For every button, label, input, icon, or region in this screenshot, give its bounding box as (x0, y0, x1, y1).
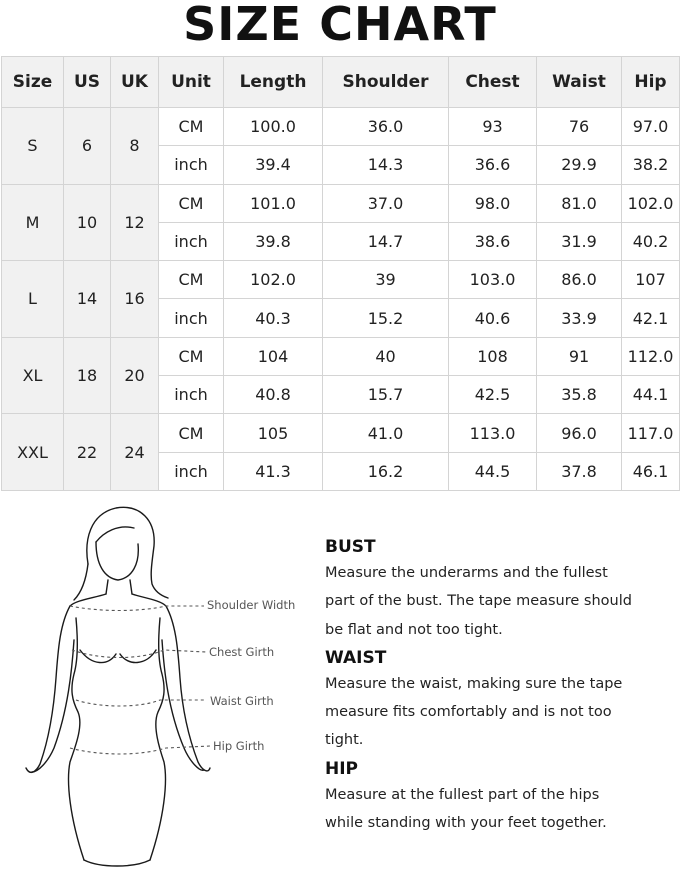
table-row (2, 337, 680, 375)
chest-cell: 108 (449, 337, 537, 375)
table-row (2, 414, 680, 452)
length-cell: 39.8 (224, 222, 323, 260)
length-cell: 102.0 (224, 261, 323, 299)
shoulder-cell: 41.0 (323, 414, 449, 452)
header-waist: Waist (537, 57, 622, 108)
body-figure (0, 500, 320, 873)
header-unit: Unit (159, 57, 224, 108)
header-uk: UK (111, 57, 159, 108)
hip-heading: HIP (325, 758, 359, 779)
shoulder-cell: 37.0 (323, 184, 449, 222)
length-cell: 39.4 (224, 146, 323, 184)
unit-cell: inch (159, 376, 224, 414)
shoulder-cell: 15.7 (323, 376, 449, 414)
body-outline-illustration (0, 500, 320, 873)
waist-cell: 81.0 (537, 184, 622, 222)
length-cell: 101.0 (224, 184, 323, 222)
length-cell: 40.8 (224, 376, 323, 414)
waist-text (325, 670, 670, 755)
shoulder-cell: 14.7 (323, 222, 449, 260)
chest-cell: 103.0 (449, 261, 537, 299)
table-row (2, 184, 680, 222)
hip-cell: 117.0 (622, 414, 680, 452)
waist-cell: 76 (537, 108, 622, 146)
chest-cell: 42.5 (449, 376, 537, 414)
hip-cell: 112.0 (622, 337, 680, 375)
unit-cell: CM (159, 184, 224, 222)
chest-cell: 98.0 (449, 184, 537, 222)
chest-cell: 36.6 (449, 146, 537, 184)
shoulder-cell: 16.2 (323, 452, 449, 490)
waist-cell: 91 (537, 337, 622, 375)
header-shoulder: Shoulder (323, 57, 449, 108)
waist-line: Measure the waist, making sure the tape (325, 675, 623, 692)
header-us: US (64, 57, 111, 108)
header-hip: Hip (622, 57, 680, 108)
hip-cell: 44.1 (622, 376, 680, 414)
unit-cell: CM (159, 414, 224, 452)
us-cell: 18 (64, 337, 111, 414)
bust-line: Measure the underarms and the fullest (325, 565, 608, 581)
waist-girth-label: Waist Girth (210, 694, 274, 708)
table-row (2, 261, 680, 299)
uk-cell: 8 (111, 108, 159, 185)
length-cell: 100.0 (224, 108, 323, 146)
unit-cell: CM (159, 337, 224, 375)
chest-cell: 93 (449, 108, 537, 146)
header-length: Length (224, 57, 323, 108)
size-cell: XL (2, 337, 64, 414)
bust-line: be flat and not too tight. (325, 621, 503, 638)
hip-cell: 38.2 (622, 146, 680, 184)
hip-cell: 102.0 (622, 184, 680, 222)
waist-heading: WAIST (325, 647, 387, 668)
bust-line: part of the bust. The tape measure should (325, 593, 632, 610)
waist-cell: 86.0 (537, 261, 622, 299)
chest-girth-label: Chest Girth (209, 645, 275, 659)
us-cell: 6 (64, 108, 111, 185)
shoulder-cell: 14.3 (323, 146, 449, 184)
us-cell: 14 (64, 261, 111, 338)
waist-cell: 96.0 (537, 414, 622, 452)
length-cell: 40.3 (224, 299, 323, 337)
chest-cell: 40.6 (449, 299, 537, 337)
shoulder-cell: 39 (323, 261, 449, 299)
uk-cell: 20 (111, 337, 159, 414)
hip-text (325, 781, 670, 838)
uk-cell: 16 (111, 261, 159, 338)
unit-cell: CM (159, 261, 224, 299)
shoulder-cell: 36.0 (323, 108, 449, 146)
size-cell: S (2, 108, 64, 185)
waist-cell: 31.9 (537, 222, 622, 260)
header-chest: Chest (449, 57, 537, 108)
waist-cell: 29.9 (537, 146, 622, 184)
length-cell: 105 (224, 414, 323, 452)
measurement-guide (325, 535, 670, 839)
length-cell: 41.3 (224, 452, 323, 490)
chest-cell: 44.5 (449, 452, 537, 490)
hip-girth-label: Hip Girth (213, 739, 265, 753)
unit-cell: inch (159, 299, 224, 337)
shoulder-cell: 40 (323, 337, 449, 375)
hip-cell: 40.2 (622, 222, 680, 260)
size-cell: L (2, 261, 64, 338)
waist-cell: 37.8 (537, 452, 622, 490)
chest-cell: 113.0 (449, 414, 537, 452)
waist-line: measure fits comfortably and is not too (325, 704, 612, 721)
size-cell: M (2, 184, 64, 261)
unit-cell: CM (159, 108, 224, 146)
size-table (1, 56, 680, 491)
hip-cell: 97.0 (622, 108, 680, 146)
us-cell: 22 (64, 414, 111, 491)
size-cell: XXL (2, 414, 64, 491)
hip-cell: 42.1 (622, 299, 680, 337)
uk-cell: 24 (111, 414, 159, 491)
hip-cell: 107 (622, 261, 680, 299)
waist-cell: 33.9 (537, 299, 622, 337)
table-row (2, 108, 680, 146)
hip-cell: 46.1 (622, 452, 680, 490)
waist-cell: 35.8 (537, 376, 622, 414)
waist-line: tight. (325, 732, 364, 749)
length-cell: 104 (224, 337, 323, 375)
unit-cell: inch (159, 452, 224, 490)
header-size: Size (2, 57, 64, 108)
hip-line: while standing with your feet together. (325, 815, 607, 832)
hip-line: Measure at the fullest part of the hips (325, 786, 600, 803)
bust-heading: BUST (325, 537, 376, 557)
page-title: SIZE CHART (183, 0, 497, 51)
us-cell: 10 (64, 184, 111, 261)
bust-text (325, 559, 670, 644)
uk-cell: 12 (111, 184, 159, 261)
table-header-row (2, 57, 680, 108)
shoulder-width-label: Shoulder Width (207, 598, 296, 612)
shoulder-cell: 15.2 (323, 299, 449, 337)
chest-cell: 38.6 (449, 222, 537, 260)
unit-cell: inch (159, 146, 224, 184)
unit-cell: inch (159, 222, 224, 260)
